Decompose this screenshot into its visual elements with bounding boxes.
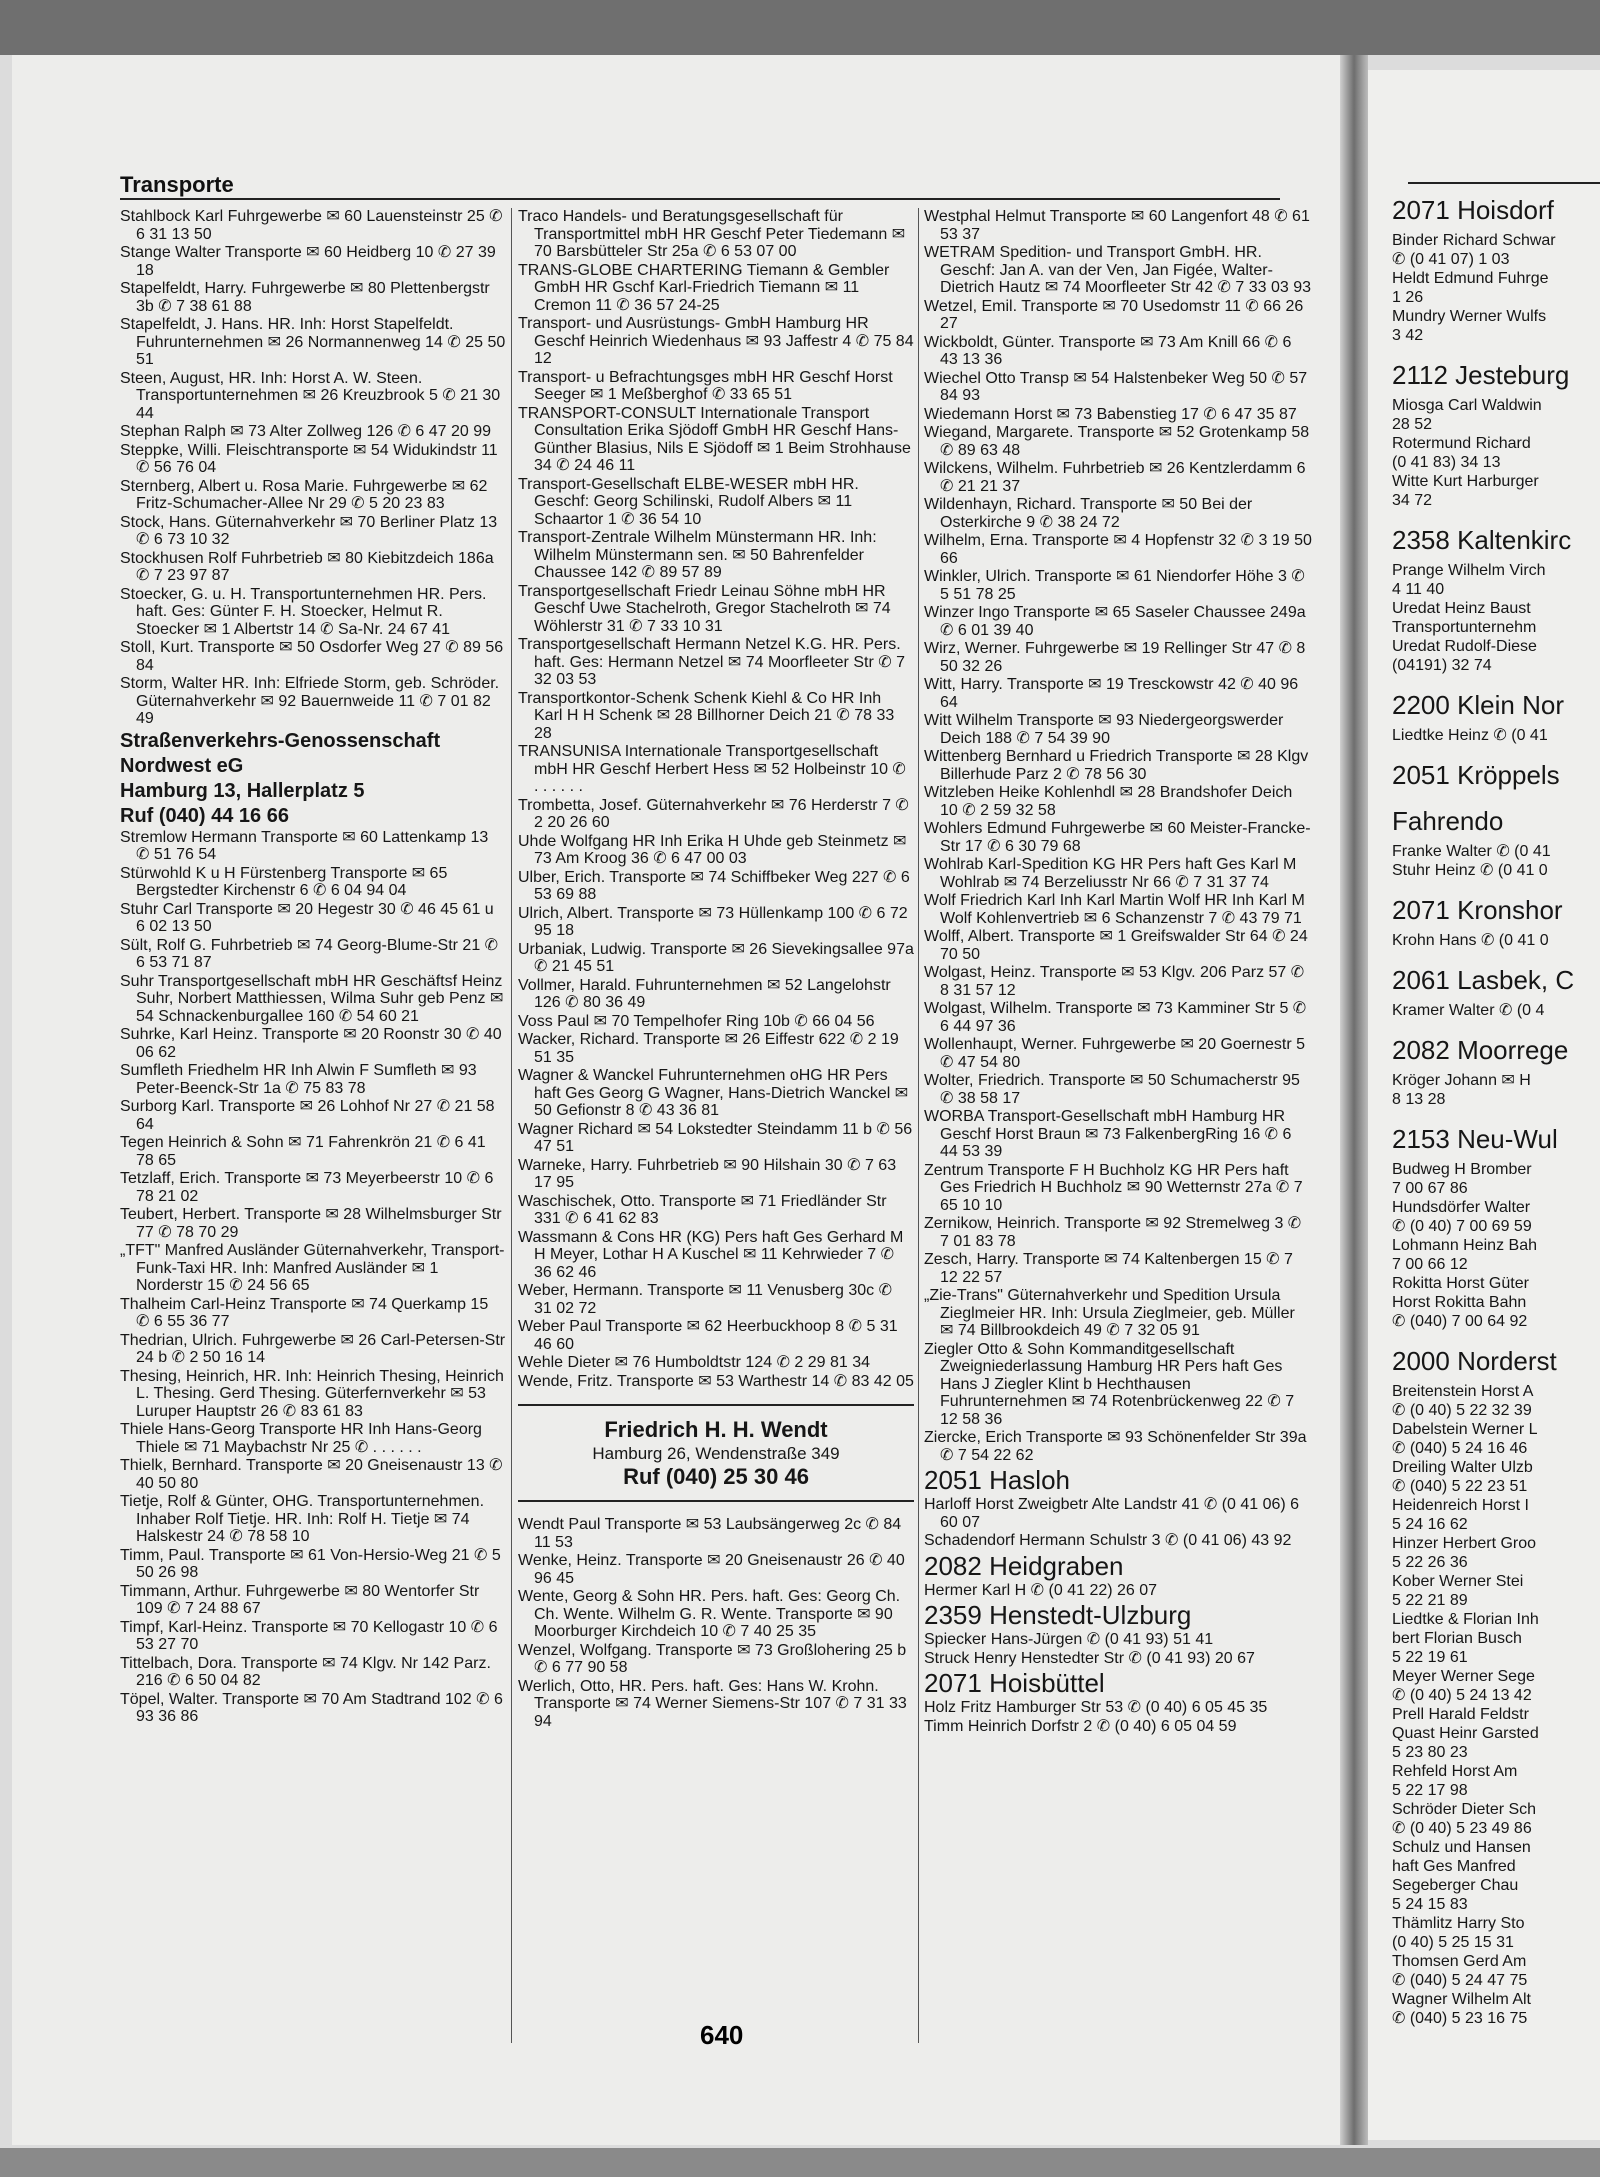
- directory-entry: Warneke, Harry. Fuhrbetrieb ✉ 90 Hilshain 30 ✆ 7 63 17 95: [518, 1156, 897, 1191]
- directory-entry: Schulz und Hansen: [1392, 1839, 1531, 1856]
- book-gutter: [1340, 55, 1368, 2145]
- directory-entry: Wendt Paul Transporte ✉ 53 Laubsängerweg 2c ✆ 84 11 53: [518, 1516, 902, 1551]
- directory-entry: Prange Wilhelm Virch: [1392, 562, 1546, 579]
- directory-entry: 28 52: [1392, 416, 1433, 433]
- directory-entry: Winkler, Ulrich. Transporte ✉ 61 Niendorfer Höhe 3 ✆ 5 51 78 25: [924, 568, 1305, 603]
- directory-entry: Werlich, Otto, HR. Pers. haft. Ges: Hans W. Krohn. Transporte ✉ 74 Werner Siemens-Str 107 ✆ 7 31 33 94: [518, 1677, 907, 1730]
- directory-entry: Stapelfeldt, J. Hans. HR. Inh: Horst Stapelfeldt. Fuhrunternehmen ✉ 26 Normannenweg 14 ✆ 25 50 51: [120, 316, 506, 368]
- directory-entry: Transport-Gesellschaft ELBE-WESER mbH HR. Geschf: Georg Schilinski, Rudolf Albers ✉ 11 Schaartor 1 ✆ 36 54 10: [518, 475, 859, 528]
- directory-entry: Prell Harald Feldstr: [1392, 1706, 1529, 1723]
- directory-entry: 5 22 21 89: [1392, 1592, 1468, 1609]
- directory-entry: Witte Kurt Harburger: [1392, 473, 1539, 490]
- directory-entry: Tegen Heinrich & Sohn ✉ 71 Fahrenkrön 21 ✆ 6 41 78 65: [120, 1134, 486, 1169]
- directory-entry: Transport- und Ausrüstungs- GmbH Hamburg HR Geschf Heinrich Wiedenhaus ✉ 93 Jaffestr 4 ✆ 75 84 12: [518, 315, 914, 367]
- directory-entry: Wente, Georg & Sohn HR. Pers. haft. Ges: Georg Ch. Ch. Wente. Wilhelm G. R. Wente. Transporte ✉ 90 Moorburger Kirchdeich 10 ✆ 7 40 25 35: [518, 1588, 901, 1640]
- directory-entry: Witzleben Heike Kohlenhdl ✉ 28 Brandshofer Deich 10 ✆ 2 59 32 58: [924, 784, 1293, 819]
- directory-entry: Witt Wilhelm Transporte ✉ 93 Niedergeorgswerder Deich 188 ✆ 7 54 39 90: [924, 712, 1284, 747]
- column-divider: [918, 208, 919, 2043]
- directory-entry: Lohmann Heinz Bah: [1392, 1237, 1537, 1254]
- directory-entry: 5 22 17 98: [1392, 1782, 1468, 1799]
- directory-entry: Miosga Carl Waldwin: [1392, 397, 1542, 414]
- directory-entry: WORBA Transport-Gesellschaft mbH Hamburg HR Geschf Horst Braun ✉ 73 FalkenbergRing 16 ✆ 6 44 53 39: [924, 1108, 1292, 1160]
- directory-entry: 5 24 15 83: [1392, 1896, 1468, 1913]
- directory-entry: Wohlers Edmund Fuhrgewerbe ✉ 60 Meister-Francke-Str 17 ✆ 6 30 79 68: [924, 820, 1311, 855]
- directory-entry: Stuhr Heinz ✆ (0 41 0: [1392, 862, 1548, 879]
- directory-entry: Meyer Werner Sege: [1392, 1668, 1535, 1685]
- directory-entry: Wolff, Albert. Transporte ✉ 1 Greifswalder Str 64 ✆ 24 70 50: [924, 928, 1308, 963]
- directory-entry: Wilckens, Wilhelm. Fuhrbetrieb ✉ 26 Kentzlerdamm 6 ✆ 21 21 37: [924, 460, 1306, 495]
- column-divider: [511, 208, 512, 2043]
- directory-entry: Wacker, Richard. Transporte ✉ 26 Eiffestr 622 ✆ 2 19 51 35: [518, 1031, 899, 1066]
- directory-entry: Uredat Heinz Baust: [1392, 600, 1531, 617]
- header-rule: [120, 198, 1280, 200]
- directory-entry: Thämlitz Harry Sto: [1392, 1915, 1525, 1932]
- directory-entry: 1 26: [1392, 289, 1424, 306]
- directory-entry: Wende, Fritz. Transporte ✉ 53 Warthestr 14 ✆ 83 42 05: [518, 1372, 914, 1390]
- directory-entry: Krohn Hans ✆ (0 41 0: [1392, 932, 1549, 949]
- ad-address: Hamburg 26, Wendenstraße 349: [592, 1444, 840, 1463]
- ad-company-name: Friedrich H. H. Wendt: [604, 1417, 828, 1442]
- directory-entry: Stahlbock Karl Fuhrgewerbe ✉ 60 Lauensteinstr 25 ✆ 6 31 13 50: [120, 208, 503, 243]
- directory-entry: Spiecker Hans-Jürgen ✆ (0 41 93) 51 41: [924, 1631, 1214, 1648]
- directory-entry: (04191) 32 74: [1392, 657, 1492, 674]
- directory-entry: Wenke, Heinz. Transporte ✉ 20 Gneisenaustr 26 ✆ 40 96 45: [518, 1552, 905, 1587]
- directory-entry: Wiedemann Horst ✉ 73 Babenstieg 17 ✆ 6 47 35 87: [924, 405, 1297, 423]
- city-heading: 2051 Kröppels: [1392, 760, 1560, 790]
- directory-entry: Voss Paul ✉ 70 Tempelhofer Ring 10b ✆ 66 04 56: [518, 1012, 875, 1030]
- page-title: Transporte: [120, 172, 234, 197]
- right-page: [1368, 70, 1600, 2140]
- directory-entry: Budweg H Bromber: [1392, 1161, 1532, 1178]
- directory-entry: Holz Fritz Hamburger Str 53 ✆ (0 40) 6 05 45 35: [924, 1699, 1268, 1716]
- directory-entry: Schröder Dieter Sch: [1392, 1801, 1537, 1818]
- directory-entry: Struck Henry Henstedter Str ✆ (0 41 93) 20 67: [924, 1649, 1255, 1667]
- highlighted-entry: Straßenverkehrs-Genossenschaft: [120, 729, 441, 752]
- directory-entry: Traco Handels- und Beratungsgesellschaft für Transportmittel mbH HR Geschf Peter Tiedemann ✉ 70 Barsbütteler Str 25a ✆ 6 53 07 00: [518, 208, 906, 260]
- directory-entry: Wehle Dieter ✉ 76 Humboldtstr 124 ✆ 2 29 81 34: [518, 1354, 871, 1371]
- directory-entry: ✆ (040) 5 23 16 75: [1392, 2010, 1528, 2027]
- directory-entry: Rehfeld Horst Am: [1392, 1763, 1518, 1780]
- directory-entry: Hinzer Herbert Groo: [1392, 1535, 1537, 1552]
- directory-entry: Witt, Harry. Transporte ✉ 19 Tresckowstr 42 ✆ 40 96 64: [924, 676, 1299, 711]
- directory-entry: Timmann, Arthur. Fuhrgewerbe ✉ 80 Wentorfer Str 109 ✆ 7 24 88 67: [120, 1582, 480, 1617]
- directory-entry: Urbaniak, Ludwig. Transporte ✉ 26 Sievekingsallee 97a ✆ 21 45 51: [518, 940, 914, 975]
- directory-entry: Zesch, Harry. Transporte ✉ 74 Kaltenbergen 15 ✆ 7 12 22 57: [924, 1251, 1293, 1286]
- directory-entry: Waschischek, Otto. Transporte ✉ 71 Friedländer Str 331 ✆ 6 41 62 83: [518, 1192, 887, 1227]
- directory-entry: Thiele Hans-Georg Transporte HR Inh Hans-Georg Thiele ✉ 71 Maybachstr Nr 25 ✆ . . . . . .: [120, 1421, 482, 1456]
- scan-top-border: [0, 0, 1600, 55]
- city-heading: 2153 Neu-Wul: [1392, 1124, 1558, 1154]
- directory-entry: Transport- u Befrachtungsges mbH HR Geschf Horst Seeger ✉ 1 Meßberghof ✆ 33 65 51: [518, 368, 893, 403]
- directory-entry: Wittenberg Bernhard u Friedrich Transporte ✉ 28 Klgv Billerhude Parz 2 ✆ 78 56 30: [924, 748, 1309, 783]
- directory-entry: ✆ (0 41 07) 1 03: [1392, 251, 1510, 268]
- city-heading: 2061 Lasbek, C: [1392, 965, 1575, 995]
- directory-entry: 5 24 16 62: [1392, 1516, 1468, 1533]
- directory-entry: Segeberger Chau: [1392, 1877, 1519, 1894]
- directory-entry: Wolgast, Wilhelm. Transporte ✉ 73 Kamminer Str 5 ✆ 6 44 97 36: [924, 1000, 1307, 1035]
- directory-entry: WETRAM Spedition- und Transport GmbH. HR. Geschf: Jan A. van der Ven, Jan Figée, Walter-Dietrich Hautz ✉ 74 Moorfleeter Str 42 ✆ 7 33 03 93: [924, 244, 1311, 296]
- directory-entry: Thomsen Gerd Am: [1392, 1953, 1527, 1970]
- directory-entry: Dreiling Walter Ulzb: [1392, 1459, 1533, 1476]
- city-heading: 2200 Klein Nor: [1392, 690, 1564, 720]
- directory-entry: Thedrian, Ulrich. Fuhrgewerbe ✉ 26 Carl-Petersen-Str 24 b ✆ 2 50 16 14: [120, 1331, 506, 1366]
- directory-entry: Rotermund Richard: [1392, 435, 1531, 452]
- directory-entry: Wetzel, Emil. Transporte ✉ 70 Usedomstr 11 ✆ 66 26 27: [924, 297, 1304, 332]
- city-heading: 2071 Kronshor: [1392, 895, 1563, 925]
- directory-entry: Wolgast, Heinz. Transporte ✉ 53 Klgv. 206 Parz 57 ✆ 8 31 57 12: [924, 964, 1305, 999]
- city-heading: 2000 Norderst: [1392, 1346, 1557, 1376]
- directory-entry: ✆ (040) 5 24 47 75: [1392, 1972, 1528, 1989]
- directory-entry: Steen, August, HR. Inh: Horst A. W. Steen. Transportunternehmen ✉ 26 Kreuzbrook 5 ✆ 21 30 44: [120, 369, 501, 422]
- directory-entry: Thalheim Carl-Heinz Transporte ✉ 74 Querkamp 15 ✆ 6 55 36 77: [120, 1295, 489, 1330]
- directory-entry: Hundsdörfer Walter: [1392, 1199, 1531, 1216]
- directory-entry: Sült, Rolf G. Fuhrbetrieb ✉ 74 Georg-Blume-Str 21 ✆ 6 53 71 87: [120, 936, 499, 971]
- directory-entry: Heldt Edmund Fuhrge: [1392, 270, 1549, 287]
- page-number: 640: [700, 2020, 744, 2050]
- directory-entry: Transportunternehm: [1392, 619, 1537, 636]
- directory-entry: Wolf Friedrich Karl Inh Karl Martin Wolf HR Inh Karl M Wolf Kohlenvertrieb ✉ 6 Schanzenstr 7 ✆ 43 79 71: [924, 892, 1305, 927]
- directory-entry: Wagner & Wanckel Fuhrunternehmen oHG HR Pers haft Ges Georg G Wagner, Hans-Dietrich Wanckel ✉ 50 Gefionstr 8 ✆ 43 36 81: [518, 1067, 909, 1119]
- directory-entry: ✆ (040) 5 24 16 46: [1392, 1440, 1528, 1457]
- directory-entry: ✆ (0 40) 7 00 69 59: [1392, 1218, 1532, 1235]
- highlighted-entry: Nordwest eG: [120, 754, 244, 777]
- directory-entry: Vollmer, Harald. Fuhrunternehmen ✉ 52 Langelohstr 126 ✆ 80 36 49: [518, 976, 891, 1011]
- directory-entry: Wagner Richard ✉ 54 Lokstedter Steindamm 11 b ✆ 56 47 51: [518, 1120, 913, 1155]
- directory-entry: 7 00 66 12: [1392, 1256, 1468, 1273]
- directory-entry: „Zie-Trans" Güternahverkehr und Spedition Ursula Zieglmeier HR. Inh: Ursula Zieglmeier, geb. Müller ✉ 74 Billbrookdeich 49 ✆ 7 32 05 91: [924, 1287, 1295, 1339]
- directory-entry: Heidenreich Horst I: [1392, 1497, 1529, 1514]
- ad-phone: Ruf (040) 25 30 46: [623, 1464, 809, 1489]
- directory-entry: ✆ (040) 7 00 64 92: [1392, 1313, 1528, 1330]
- directory-entry: Stuhr Carl Transporte ✉ 20 Hegestr 30 ✆ 46 45 61 u 6 02 13 50: [120, 900, 494, 935]
- directory-entry: Winzer Ingo Transporte ✉ 65 Saseler Chaussee 249a ✆ 6 01 39 40: [924, 604, 1306, 639]
- directory-entry: ✆ (0 40) 5 24 13 42: [1392, 1687, 1532, 1704]
- highlighted-entry: Hamburg 13, Hallerplatz 5: [120, 779, 365, 802]
- directory-entry: Transportgesellschaft Friedr Leinau Söhne mbH HR Geschf Uwe Stachelroth, Gregor Stachelroth ✉ 74 Wöhlerstr 31 ✆ 7 33 10 31: [518, 582, 891, 635]
- directory-entry: Liedtke & Florian Inh: [1392, 1611, 1539, 1628]
- directory-entry: (0 40) 5 25 15 31: [1392, 1934, 1514, 1951]
- directory-entry: bert Florian Busch: [1392, 1630, 1522, 1647]
- directory-entry: Kober Werner Stei: [1392, 1573, 1524, 1590]
- directory-entry: Uhde Wolfgang HR Inh Erika H Uhde geb Steinmetz ✉ 73 Am Kroog 36 ✆ 6 47 00 03: [518, 832, 907, 867]
- directory-entry: Zentrum Transporte F H Buchholz KG HR Pers haft Ges Friedrich H Buchholz ✉ 90 Wetternstr 27a ✆ 7 65 10 10: [924, 1161, 1303, 1214]
- directory-entry: Breitenstein Horst A: [1392, 1383, 1534, 1400]
- directory-entry: haft Ges Manfred: [1392, 1858, 1516, 1875]
- directory-entry: Surborg Karl. Transporte ✉ 26 Lohhof Nr 27 ✆ 21 58 64: [120, 1098, 495, 1133]
- directory-entry: Stoll, Kurt. Transporte ✉ 50 Osdorfer Weg 27 ✆ 89 56 84: [120, 639, 504, 674]
- directory-entry: Sumfleth Friedhelm HR Inh Alwin F Sumfleth ✉ 93 Peter-Beenck-Str 1a ✆ 75 83 78: [120, 1062, 477, 1097]
- directory-entry: Westphal Helmut Transporte ✉ 60 Langenfort 48 ✆ 61 53 37: [924, 208, 1310, 243]
- directory-entry: Wagner Wilhelm Alt: [1392, 1991, 1531, 2008]
- directory-entry: Wilhelm, Erna. Transporte ✉ 4 Hopfenstr 32 ✆ 3 19 50 66: [924, 532, 1312, 567]
- directory-entry: Timm Heinrich Dorfstr 2 ✆ (0 40) 6 05 04 59: [924, 1717, 1237, 1735]
- directory-entry: Ulrich, Albert. Transporte ✉ 73 Hüllenkamp 100 ✆ 6 72 95 18: [518, 904, 908, 939]
- city-heading: 2082 Moorrege: [1392, 1035, 1569, 1065]
- column-2-entries-after-ad: [518, 1516, 914, 1730]
- column-2-entries: [518, 208, 914, 1390]
- city-heading: 2359 Henstedt-Ulzburg: [924, 1600, 1192, 1630]
- directory-entry: Wassmann & Cons HR (KG) Pers haft Ges Gerhard M H Meyer, Lothar H A Kuschel ✉ 11 Kehrwieder 7 ✆ 36 62 46: [518, 1228, 904, 1281]
- directory-entry: ✆ (040) 5 22 23 51: [1392, 1478, 1528, 1495]
- directory-entry: Wohlrab Karl-Spedition KG HR Pers haft Ges Karl M Wohlrab ✉ 74 Berzeliusstr Nr 66 ✆ 7 31 37 74: [924, 856, 1297, 891]
- directory-entry: Wiechel Otto Transp ✉ 54 Halstenbeker Weg 50 ✆ 57 84 93: [924, 369, 1308, 404]
- directory-entry: Kröger Johann ✉ H: [1392, 1072, 1531, 1089]
- directory-column-3: [924, 208, 1312, 1736]
- directory-entry: Timpf, Karl-Heinz. Transporte ✉ 70 Kellogastr 10 ✆ 6 53 27 70: [120, 1618, 498, 1653]
- directory-entry: Wickboldt, Günter. Transporte ✉ 73 Am Knill 66 ✆ 6 43 13 36: [924, 333, 1292, 368]
- directory-entry: 34 72: [1392, 492, 1433, 509]
- directory-entry: Wollenhaupt, Werner. Fuhrgewerbe ✉ 20 Goernestr 5 ✆ 47 54 80: [924, 1036, 1306, 1071]
- directory-entry: Transportgesellschaft Hermann Netzel K.G. HR. Pers. haft. Ges: Hermann Netzel ✉ 74 Moorfleeter Str ✆ 7 32 03 53: [518, 636, 905, 688]
- directory-entry: Tietje, Rolf & Günter, OHG. Transportunternehmen. Inhaber Rolf Tietje. HR. Inh: Rolf H. Tietje ✉ 74 Halskestr 24 ✆ 78 58 10: [120, 1493, 485, 1545]
- directory-entry: 5 23 80 23: [1392, 1744, 1468, 1761]
- directory-entry: Stoecker, G. u. H. Transportunternehmen HR. Pers. haft. Ges: Günter F. H. Stoecker, Helmut R. Stoecker ✉ 1 Albertstr 14 ✆ Sa-Nr. 24 67 41: [120, 585, 487, 638]
- directory-entry: Teubert, Herbert. Transporte ✉ 28 Wilhelmsburger Str 77 ✆ 78 70 29: [120, 1206, 502, 1241]
- directory-entry: Stange Walter Transporte ✉ 60 Heidberg 10 ✆ 27 39 18: [120, 244, 496, 279]
- directory-entry: Tittelbach, Dora. Transporte ✉ 74 Klgv. Nr 142 Parz. 216 ✆ 6 50 04 82: [120, 1654, 491, 1689]
- directory-entry: Kramer Walter ✆ (0 4: [1392, 1002, 1545, 1019]
- directory-entry: Thielk, Bernhard. Transporte ✉ 20 Gneisenaustr 13 ✆ 40 50 80: [120, 1457, 503, 1492]
- directory-entry: Hermer Karl H ✆ (0 41 22) 26 07: [924, 1581, 1158, 1599]
- city-heading: 2051 Hasloh: [924, 1465, 1070, 1495]
- directory-entry: Transportkontor-Schenk Schenk Kiehl & Co HR Inh Karl H H Schenk ✉ 28 Billhorner Deich 21 ✆ 78 33 28: [518, 689, 895, 742]
- directory-column-2: [518, 208, 914, 1731]
- directory-entry: TRANSPORT-CONSULT Internationale Transport Consultation Erika Sjödoff GmbH HR Geschf Hans-Günther Blasius, Nils E Sjödoff ✉ 1 Beim Strohhause 34 ✆ 24 46 11: [518, 404, 911, 474]
- directory-entry: Transport-Zentrale Wilhelm Münstermann HR. Inh: Wilhelm Münstermann sen. ✉ 50 Bahrenfelder Chaussee 142 ✆ 89 57 89: [518, 529, 877, 581]
- directory-entry: Steppke, Willi. Fleischtransporte ✉ 54 Widukindstr 11 ✆ 56 76 04: [120, 441, 498, 476]
- city-heading: 2071 Hoisbüttel: [924, 1668, 1105, 1698]
- directory-entry: Storm, Walter HR. Inh: Elfriede Storm, geb. Schröder. Güternahverkehr ✉ 92 Bauernweide 11 ✆ 7 01 82 49: [120, 675, 500, 727]
- directory-entry: Stapelfeldt, Harry. Fuhrgewerbe ✉ 80 Plettenbergstr 3b ✆ 7 38 61 88: [120, 280, 490, 315]
- directory-entry: Wiegand, Margarete. Transporte ✉ 52 Grotenkamp 58 ✆ 89 63 48: [924, 424, 1310, 459]
- directory-entry: Stockhusen Rolf Fuhrbetrieb ✉ 80 Kiebitzdeich 186a ✆ 7 23 97 87: [120, 549, 494, 584]
- directory-entry: Schadendorf Hermann Schulstr 3 ✆ (0 41 06) 43 92: [924, 1532, 1292, 1549]
- directory-entry: Stremlow Hermann Transporte ✉ 60 Lattenkamp 13 ✆ 51 76 54: [120, 828, 489, 863]
- directory-entry: Wenzel, Wolfgang. Transporte ✉ 73 Großlohering 25 b ✆ 6 77 90 58: [518, 1641, 907, 1676]
- directory-entry: 8 13 28: [1392, 1091, 1446, 1108]
- directory-entry: Wildenhayn, Richard. Transporte ✉ 50 Bei der Osterkirche 9 ✆ 38 24 72: [924, 496, 1253, 531]
- directory-entry: Rokitta Horst Güter: [1392, 1275, 1529, 1292]
- city-heading: 2082 Heidgraben: [924, 1550, 1124, 1581]
- directory-entry: Ulber, Erich. Transporte ✉ 74 Schiffbeker Weg 227 ✆ 6 53 69 88: [518, 868, 910, 903]
- directory-entry: Stock, Hans. Güternahverkehr ✉ 70 Berliner Platz 13 ✆ 6 73 10 32: [120, 513, 498, 548]
- directory-entry: Trombetta, Josef. Güternahverkehr ✉ 76 Herderstr 7 ✆ 2 20 26 60: [518, 796, 909, 831]
- directory-entry: Weber, Hermann. Transporte ✉ 11 Venusberg 30c ✆ 31 02 72: [518, 1282, 892, 1317]
- directory-entry: Stephan Ralph ✉ 73 Alter Zollweg 126 ✆ 6 47 20 99: [120, 423, 492, 440]
- city-heading: 2112 Jesteburg: [1392, 360, 1570, 390]
- directory-entry: 5 22 26 36: [1392, 1554, 1468, 1571]
- directory-entry: Thesing, Heinrich, HR. Inh: Heinrich Thesing, Heinrich L. Thesing. Gerd Thesing. Güterfernverkehr ✉ 53 Luruper Hauptstr 26 ✆ 83 61 83: [120, 1367, 504, 1420]
- directory-entry: ✆ (0 40) 5 22 32 39: [1392, 1402, 1532, 1419]
- directory-entry: Liedtke Heinz ✆ (0 41: [1392, 727, 1548, 744]
- city-heading: 2358 Kaltenkirc: [1392, 525, 1572, 555]
- directory-entry: Stürwohld K u H Fürstenberg Transporte ✉ 65 Bergstedter Kirchenstr 6 ✆ 6 04 94 04: [120, 864, 448, 899]
- directory-entry: Harloff Horst Zweigbetr Alte Landstr 41 ✆ (0 41 06) 6 60 07: [924, 1496, 1300, 1531]
- directory-entry: Suhr Transportgesellschaft mbH HR Geschäftsf Heinz Suhr, Norbert Matthiessen, Wilma Suhr geb Penz ✉ 54 Schnackenburgallee 160 ✆ 54 60 21: [120, 972, 504, 1025]
- directory-entry: „TFT" Manfred Ausländer Güternahverkehr, Transport-Funk-Taxi HR. Inh: Manfred Ausländer ✉ 1 Norderstr 15 ✆ 24 56 65: [120, 1242, 505, 1294]
- directory-entry: TRANS-GLOBE CHARTERING Tiemann & Gembler GmbH HR Gschf Karl-Friedrich Tiemann ✉ 11 Cremon 11 ✆ 36 57 24-25: [518, 261, 890, 314]
- directory-entry: 4 11 40: [1392, 581, 1445, 598]
- directory-entry: ✆ (0 40) 5 23 49 86: [1392, 1820, 1532, 1837]
- directory-entry: Uredat Rudolf-Diese: [1392, 638, 1537, 655]
- directory-entry: Dabelstein Werner L: [1392, 1421, 1538, 1438]
- directory-entry: 7 00 67 86: [1392, 1180, 1468, 1197]
- city-heading: 2071 Hoisdorf: [1392, 195, 1554, 225]
- directory-entry: 3 42: [1392, 327, 1424, 344]
- directory-entry: Ziegler Otto & Sohn Kommanditgesellschaft Zweigniederlassung Hamburg HR Pers haft Ges Hans J Ziegler Klint b Hechthausen Fuhrunternehmen ✉ 74 Rotenbrückenweg 22 ✆ 7 12 58 36: [924, 1340, 1295, 1428]
- directory-entry: Ziercke, Erich Transporte ✉ 93 Schönenfelder Str 39a ✆ 7 54 22 62: [924, 1429, 1307, 1464]
- directory-entry: Wirz, Werner. Fuhrgewerbe ✉ 19 Rellinger Str 47 ✆ 8 50 32 26: [924, 640, 1306, 675]
- directory-entry: Zernikow, Heinrich. Transporte ✉ 92 Stremelweg 3 ✆ 7 01 83 78: [924, 1215, 1302, 1250]
- directory-entry: Quast Heinr Garsted: [1392, 1725, 1539, 1742]
- directory-entry: (0 41 83) 34 13: [1392, 454, 1501, 471]
- directory-entry: Weber Paul Transporte ✉ 62 Heerbuckhoop 8 ✆ 5 31 46 60: [518, 1318, 898, 1353]
- directory-entry: Suhrke, Karl Heinz. Transporte ✉ 20 Roonstr 30 ✆ 40 06 62: [120, 1026, 502, 1061]
- directory-entry: Mundry Werner Wulfs: [1392, 308, 1547, 325]
- directory-entry: Timm, Paul. Transporte ✉ 61 Von-Hersio-Weg 21 ✆ 5 50 26 98: [120, 1546, 501, 1581]
- directory-entry: 5 22 19 61: [1392, 1649, 1468, 1666]
- advertisement-box: [518, 1404, 914, 1502]
- directory-entry: Franke Walter ✆ (0 41: [1392, 843, 1551, 860]
- scan-bottom-border: [0, 2148, 1600, 2177]
- directory-entry: Binder Richard Schwar: [1392, 232, 1556, 249]
- directory-entry: Töpel, Walter. Transporte ✉ 70 Am Stadtrand 102 ✆ 6 93 36 86: [120, 1690, 503, 1725]
- directory-entry: Tetzlaff, Erich. Transporte ✉ 73 Meyerbeerstr 10 ✆ 6 78 21 02: [120, 1170, 494, 1205]
- directory-entry: Wolter, Friedrich. Transporte ✉ 50 Schumacherstr 95 ✆ 38 58 17: [924, 1072, 1300, 1107]
- city-heading: Fahrendo: [1392, 806, 1504, 836]
- directory-entry: TRANSUNISA Internationale Transportgesellschaft mbH HR Geschf Herbert Hess ✉ 52 Holbeinstr 10 ✆ . . . . . .: [518, 743, 906, 795]
- right-page-column: [1392, 180, 1600, 2029]
- directory-column-1: [120, 208, 506, 1727]
- directory-entry: Sternberg, Albert u. Rosa Marie. Fuhrgewerbe ✉ 62 Fritz-Schumacher-Allee Nr 29 ✆ 5 20 23 83: [120, 477, 488, 512]
- directory-entry: Horst Rokitta Bahn: [1392, 1294, 1527, 1311]
- highlighted-entry: Ruf (040) 44 16 66: [120, 804, 289, 827]
